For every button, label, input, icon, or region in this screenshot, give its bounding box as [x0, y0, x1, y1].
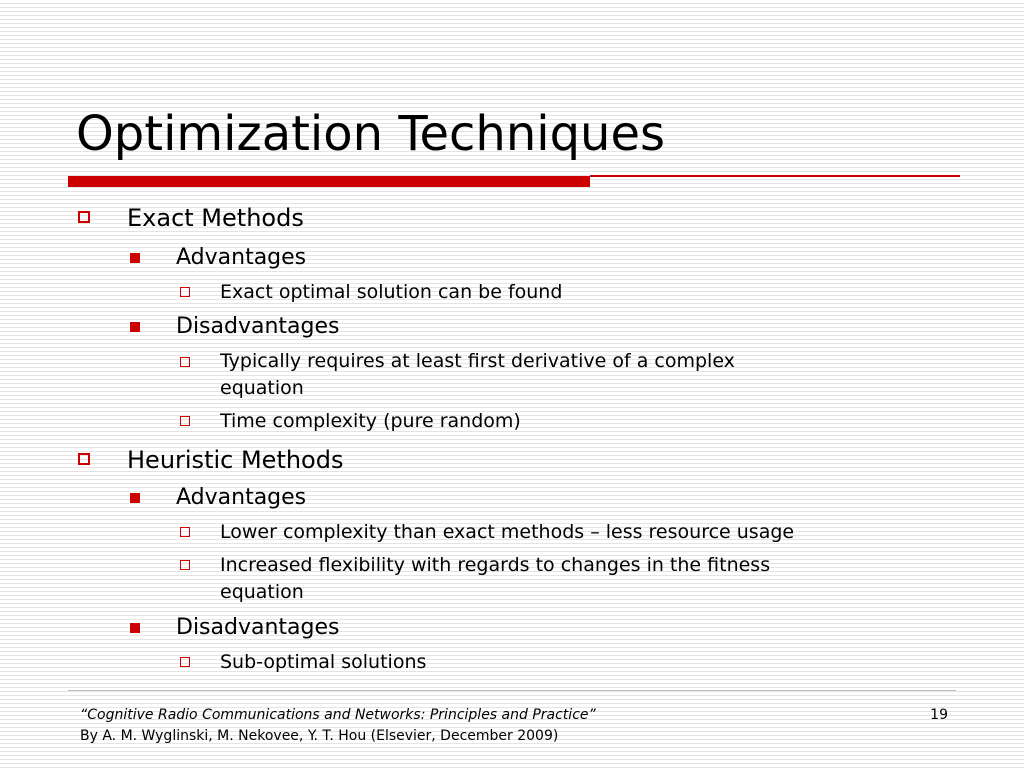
- title-underline-line: [590, 175, 960, 177]
- bullet-exact-dis-2: Time complexity (pure random): [220, 410, 521, 432]
- title-underline-bar: [68, 176, 590, 187]
- hollow-square-bullet-icon: [180, 287, 190, 297]
- filled-square-bullet-icon: [130, 623, 140, 633]
- hollow-square-bullet-icon: [180, 416, 190, 426]
- page-number: 19: [930, 707, 948, 723]
- hollow-square-bullet-icon: [78, 453, 90, 465]
- bullet-heuristic-adv-1: Lower complexity than exact methods – less resource usage: [220, 521, 795, 543]
- bullet-heuristic-adv-2-line1: Increased flexibility with regards to changes in the fitness: [220, 554, 771, 576]
- filled-square-bullet-icon: [130, 253, 140, 263]
- bullet-exact-dis-1-line1: Typically requires at least first derivative of a complex: [220, 350, 735, 372]
- hollow-square-bullet-icon: [180, 657, 190, 667]
- footer-divider: [68, 690, 956, 691]
- filled-square-bullet-icon: [130, 493, 140, 503]
- hollow-square-bullet-icon: [180, 560, 190, 570]
- bullet-heuristic-adv-2-line2: equation: [220, 581, 304, 603]
- slide-title: Optimization Techniques: [76, 106, 666, 162]
- bullet-heuristic-advantages: Advantages: [176, 485, 307, 510]
- bullet-exact-adv-1: Exact optimal solution can be found: [220, 281, 563, 303]
- filled-square-bullet-icon: [130, 322, 140, 332]
- bullet-heuristic-disadvantages: Disadvantages: [176, 615, 340, 640]
- footer-authors: By A. M. Wyglinski, M. Nekovee, Y. T. Hou (Elsevier, December 2009): [80, 728, 559, 744]
- bullet-exact-advantages: Advantages: [176, 245, 307, 270]
- hollow-square-bullet-icon: [180, 527, 190, 537]
- bullet-exact-methods: Exact Methods: [127, 204, 304, 232]
- hollow-square-bullet-icon: [180, 357, 190, 367]
- hollow-square-bullet-icon: [78, 211, 90, 223]
- bullet-heuristic-dis-1: Sub-optimal solutions: [220, 651, 427, 673]
- bullet-exact-dis-1-line2: equation: [220, 377, 304, 399]
- footer-citation: “Cognitive Radio Communications and Networks: Principles and Practice”: [80, 707, 596, 723]
- bullet-heuristic-methods: Heuristic Methods: [127, 446, 344, 474]
- bullet-exact-disadvantages: Disadvantages: [176, 314, 340, 339]
